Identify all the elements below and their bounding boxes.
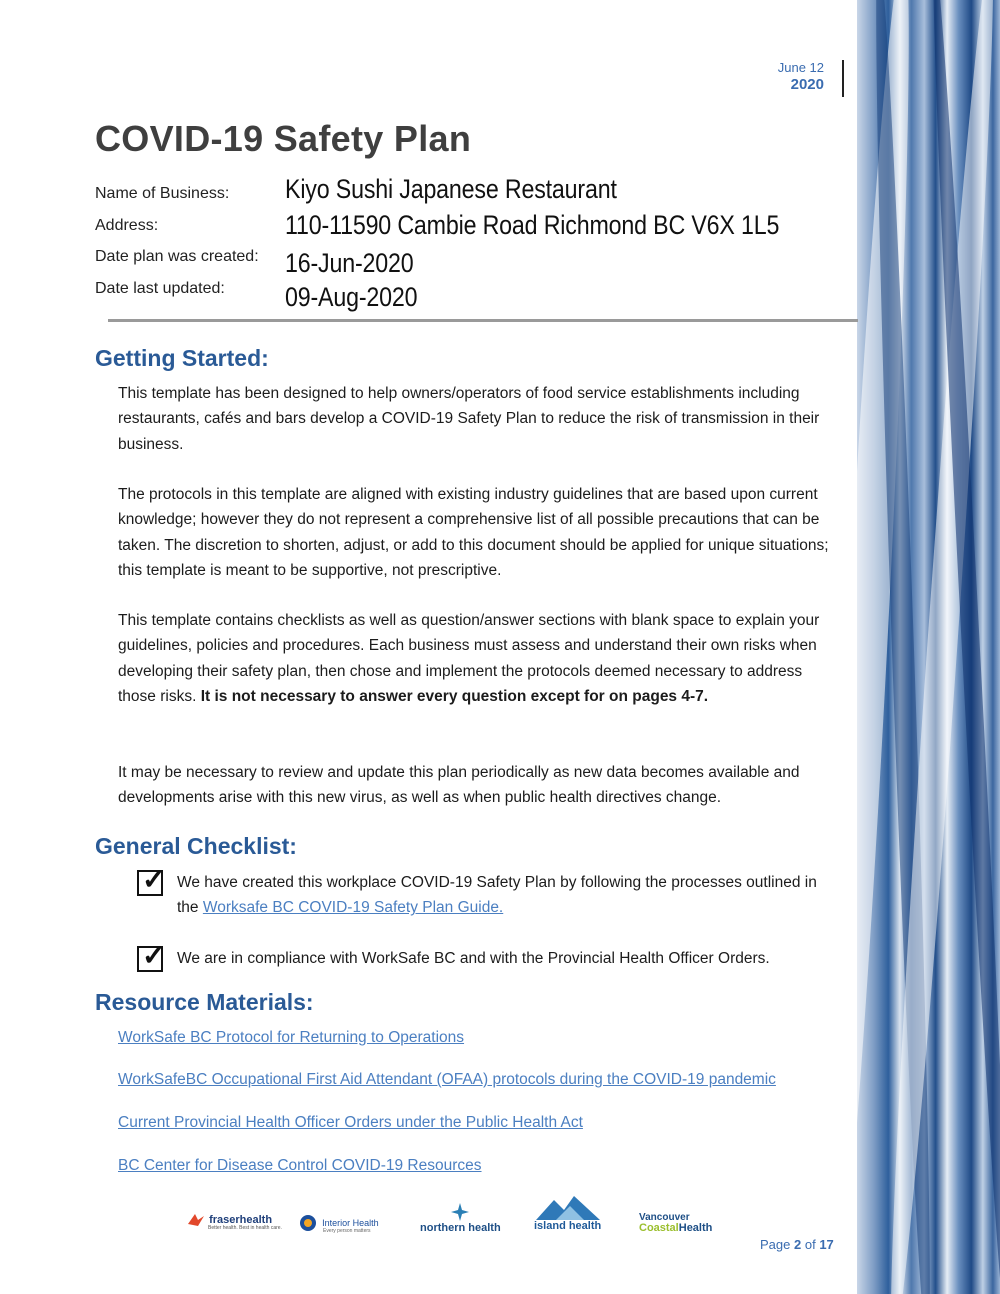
info-value: 110-11590 Cambie Road Richmond BC V6X 1L5 (285, 210, 780, 240)
paragraph (118, 608, 838, 709)
logo-text: Interior Health (322, 1217, 379, 1228)
interior-health-logo (297, 1214, 379, 1254)
checklist-text (177, 870, 842, 921)
info-label: Date last updated: (95, 280, 225, 297)
logo-text: Health (678, 1222, 713, 1234)
checklist-text-body: We have created this workplace COVID-19 Safety Plan by following the processes outlined in the (177, 874, 817, 917)
resource-link[interactable]: Current Provincial Health Officer Orders under the Public Health Act (118, 1114, 583, 1131)
northern-health-icon (450, 1202, 470, 1222)
page-current: 2 (794, 1237, 802, 1252)
checkbox[interactable] (137, 864, 166, 896)
island-health-logo (534, 1194, 601, 1234)
logo-tagline: Every person matters (323, 1228, 371, 1234)
island-health-mountain-icon (536, 1194, 600, 1220)
info-label: Name of Business: (95, 185, 230, 202)
interior-health-icon (297, 1214, 319, 1232)
resource-link[interactable]: WorkSafe BC Protocol for Returning to Operations (118, 1029, 465, 1046)
info-label: Date plan was created: (95, 248, 259, 265)
vancouver-coastal-health-logo (639, 1212, 712, 1252)
logo-text: northern health (420, 1222, 501, 1234)
page-prefix: Page (760, 1237, 791, 1252)
header-date (778, 60, 834, 93)
paragraph: This template has been designed to help owners/operators of food service establishments including restaurants, cafés and bars develop a COVID-19 Safety Plan to reduce the risk of transmission in their business. (118, 385, 820, 453)
paragraph: The protocols in this template are aligned with existing industry guidelines that are based upon current knowledge; however they do not represent a comprehensive list of all possible precautions that can be taken. The discretion to shorten, adjust, or add to this document should be applied for unique situations; this template is meant to be supportive, not prescriptive. (118, 486, 829, 579)
logo-text: Coastal (639, 1222, 679, 1234)
logo-text: island health (534, 1220, 602, 1232)
resource-link[interactable]: BC Center for Disease Control COVID-19 Resources (118, 1157, 482, 1174)
decorative-side-art (857, 0, 1000, 1294)
bold-note: It is not necessary to answer every question except for on pages 4-7. (200, 687, 709, 705)
page-total: 17 (819, 1237, 834, 1252)
paragraph: It may be necessary to review and update this plan periodically as new data becomes available and developments arise with this new virus, as well as when public health directives change. (118, 764, 800, 807)
header-divider (842, 60, 844, 97)
logo-text: fraserhealth (209, 1213, 273, 1226)
header-year: 2020 (790, 76, 824, 93)
info-value: Kiyo Sushi Japanese Restaurant (285, 174, 617, 204)
resource-link[interactable]: WorkSafeBC Occupational First Aid Attendant (OFAA) protocols during the COVID-19 pandemic (118, 1071, 776, 1088)
fraserhealth-icon (186, 1212, 206, 1228)
header-rule (108, 319, 858, 322)
logo-tagline: Better health. Best in health care. (208, 1225, 282, 1231)
info-value: 16-Jun-2020 (285, 248, 414, 278)
fraserhealth-logo (186, 1212, 282, 1252)
info-label: Address: (95, 217, 159, 234)
northern-health-logo (420, 1202, 501, 1242)
paragraph-text: This template contains checklists as well as question/answer sections with blank space to explain your guidelines, policies and procedures. Each business must assess and understand their own risks when developing their safety plan, then chose and implement the protocols deemed necessary to address those risks. (118, 612, 820, 705)
general-checklist-heading: General Checklist: (95, 833, 297, 859)
page-title: COVID-19 Safety Plan (95, 118, 472, 159)
checkmark-icon: ✓ (142, 940, 166, 971)
getting-started-heading: Getting Started: (95, 345, 269, 371)
page-of: of (804, 1237, 816, 1252)
page-number (760, 1237, 834, 1252)
logo-text: Vancouver (639, 1212, 690, 1223)
checklist-text: We are in compliance with WorkSafe BC and with the Provincial Health Officer Orders. (177, 950, 770, 967)
header-month-day: June 12 (777, 60, 824, 75)
checkmark-icon: ✓ (142, 864, 166, 895)
worksafe-guide-link[interactable]: Worksafe BC COVID-19 Safety Plan Guide. (202, 899, 504, 917)
info-value: 09-Aug-2020 (285, 282, 418, 312)
checkbox[interactable] (137, 940, 166, 972)
resource-materials-heading: Resource Materials: (95, 989, 314, 1015)
